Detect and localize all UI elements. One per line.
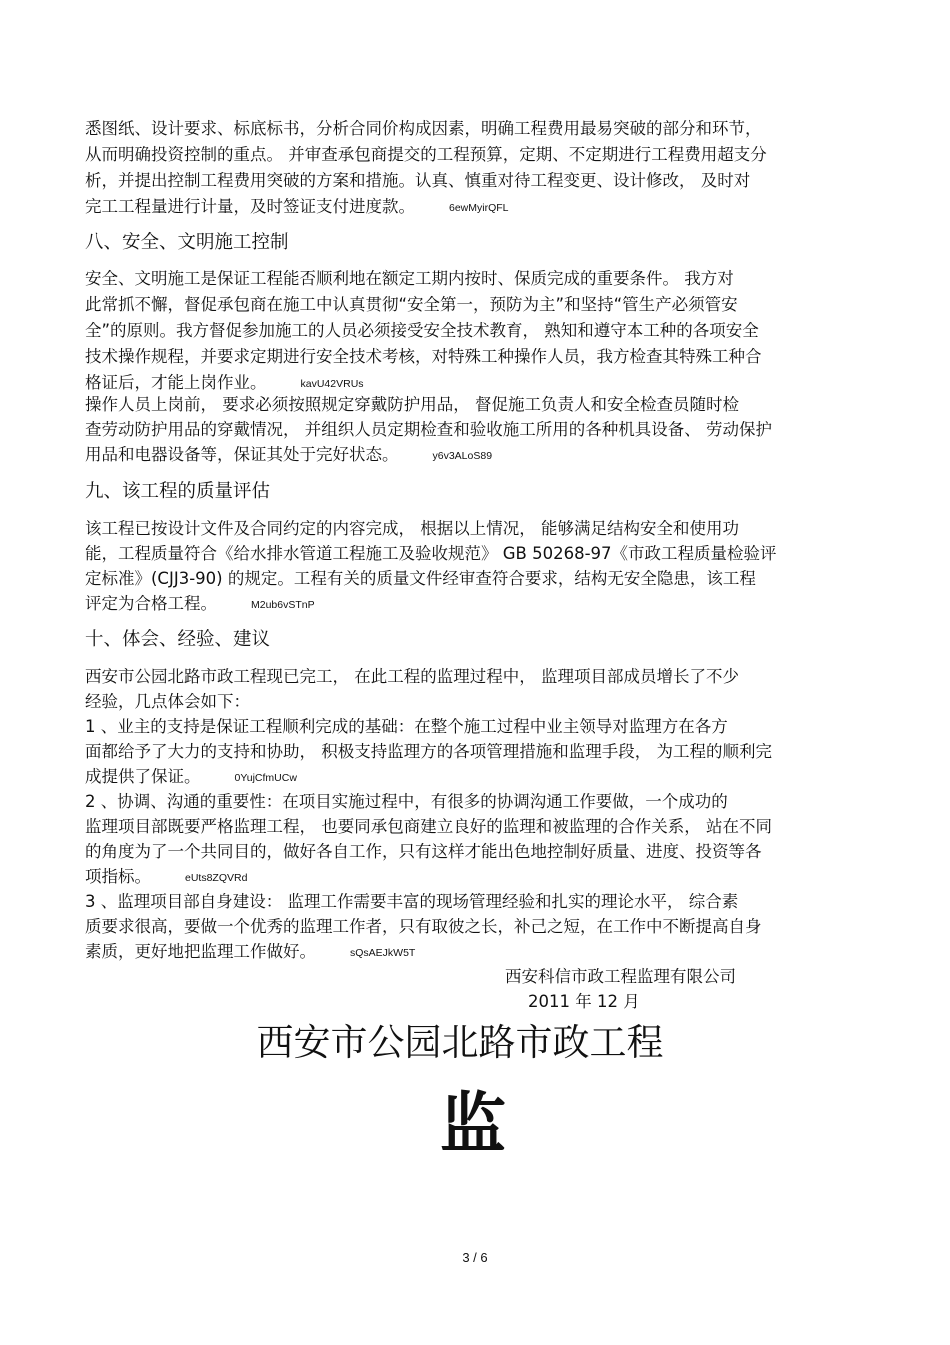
page-number: 3 / 6 (462, 1250, 488, 1265)
watermark-code: sQsAEJkW5T (350, 947, 416, 959)
body-line: 此常抓不懈，督促承包商在施工中认真贯彻“安全第一，预防为主”和坚持“管生产必须管安 (85, 295, 738, 314)
body-line: 查劳动防护用品的穿戴情况， 并组织人员定期检查和验收施工所用的各种机具设备、 劳动保护 (85, 420, 772, 439)
list-item-line: 1 、业主的支持是保证工程顺利完成的基础：在整个施工过程中业主领导对监理方在各方 (85, 717, 728, 736)
section-heading: 八、安全、文明施工控制 (85, 232, 289, 253)
body-line: 悉图纸、设计要求、标底标书，分析合同价构成因素，明确工程费用最易突破的部分和环节， (85, 119, 762, 138)
body-text: 完工工程量进行计量，及时签证支付进度款。 (85, 197, 415, 216)
body-line: 从而明确投资控制的重点。 并审查承包商提交的工程预算，定期、不定期进行工程费用超支分 (85, 145, 767, 164)
body-line: 监理项目部既要严格监理工程， 也要同承包商建立良好的监理和被监理的合作关系， 站在不同 (85, 817, 772, 836)
watermark-code: 6ewMyirQFL (449, 202, 509, 214)
body-line: 技术操作规程，并要求定期进行安全技术考核，对特殊工种操作人员，我方检查其特殊工种合 (85, 347, 762, 366)
body-line (85, 865, 247, 890)
body-line (85, 940, 415, 965)
body-text: 用品和电器设备等，保证其处于完好状态。 (85, 445, 399, 464)
section-heading: 九、该工程的质量评估 (85, 481, 271, 502)
signature-date: 2011 年 12 月 (528, 992, 640, 1011)
watermark-code: M2ub6vSTnP (251, 599, 315, 611)
body-text: 成提供了保证。 (85, 767, 201, 786)
body-line: 该工程已按设计文件及合同约定的内容完成， 根据以上情况， 能够满足结构安全和使用功 (85, 519, 739, 538)
body-line: 面都给予了大力的支持和协助， 积极支持监理方的各项管理措施和监理手段， 为工程的顺利完 (85, 742, 772, 761)
body-line: 质要求很高，要做一个优秀的监理工作者，只有取彼之长，补己之短，在工作中不断提高自身 (85, 917, 762, 936)
body-line: 全”的原则。我方督促参加施工的人员必须接受安全技术教育， 熟知和遵守本工种的各项安全 (85, 321, 759, 340)
body-line: 安全、文明施工是保证工程能否顺利地在额定工期内按时、保质完成的重要条件。 我方对 (85, 269, 734, 288)
body-text: 素质，更好地把监理工作做好。 (85, 942, 316, 961)
body-line: 析，并提出控制工程费用突破的方案和措施。认真、慎重对待工程变更、设计修改， 及时对 (85, 171, 751, 190)
body-text: 项指标。 (85, 867, 151, 886)
body-line (85, 195, 509, 220)
body-line: 的角度为了一个共同目的，做好各自工作，只有这样才能出色地控制好质量、进度、投资等各 (85, 842, 762, 861)
signature-company: 西安科信市政工程监理有限公司 (505, 967, 736, 986)
list-item-line: 3 、监理项目部自身建设： 监理工作需要丰富的现场管理经验和扎实的理论水平， 综合素 (85, 892, 739, 911)
body-line: 经验，几点体会如下： (85, 692, 250, 711)
body-line (85, 443, 492, 468)
body-text: 评定为合格工程。 (85, 594, 217, 613)
body-line: 西安市公园北路市政工程现已完工， 在此工程的监理过程中， 监理项目部成员增长了不少 (85, 667, 739, 686)
list-item-line: 2 、协调、沟通的重要性：在项目实施过程中，有很多的协调沟通工作要做，一个成功的 (85, 792, 728, 811)
body-line: 操作人员上岗前， 要求必须按照规定穿戴防护用品， 督促施工负责人和安全检查员随时检 (85, 395, 739, 414)
section-heading: 十、体会、经验、建议 (85, 629, 271, 650)
body-line (85, 592, 315, 617)
body-line (85, 765, 297, 790)
report-title-char: 监 (440, 1084, 506, 1162)
watermark-code: kavU42VRUs (300, 378, 364, 390)
watermark-code: y6v3ALoS89 (432, 450, 493, 462)
watermark-code: eUts8ZQVRd (185, 872, 248, 884)
body-text: 格证后，才能上岗作业。 (85, 373, 267, 392)
body-line: 定标准》(CJJ3-90) 的规定。工程有关的质量文件经审查符合要求，结构无安全隐患，该工程 (85, 569, 756, 588)
body-line: 能，工程质量符合《给水排水管道工程施工及验收规范》 GB 50268-97《市政工程质量检验评 (85, 544, 777, 563)
watermark-code: 0YujCfmUCw (234, 772, 297, 784)
report-title: 西安市公园北路市政工程 (256, 1021, 664, 1064)
